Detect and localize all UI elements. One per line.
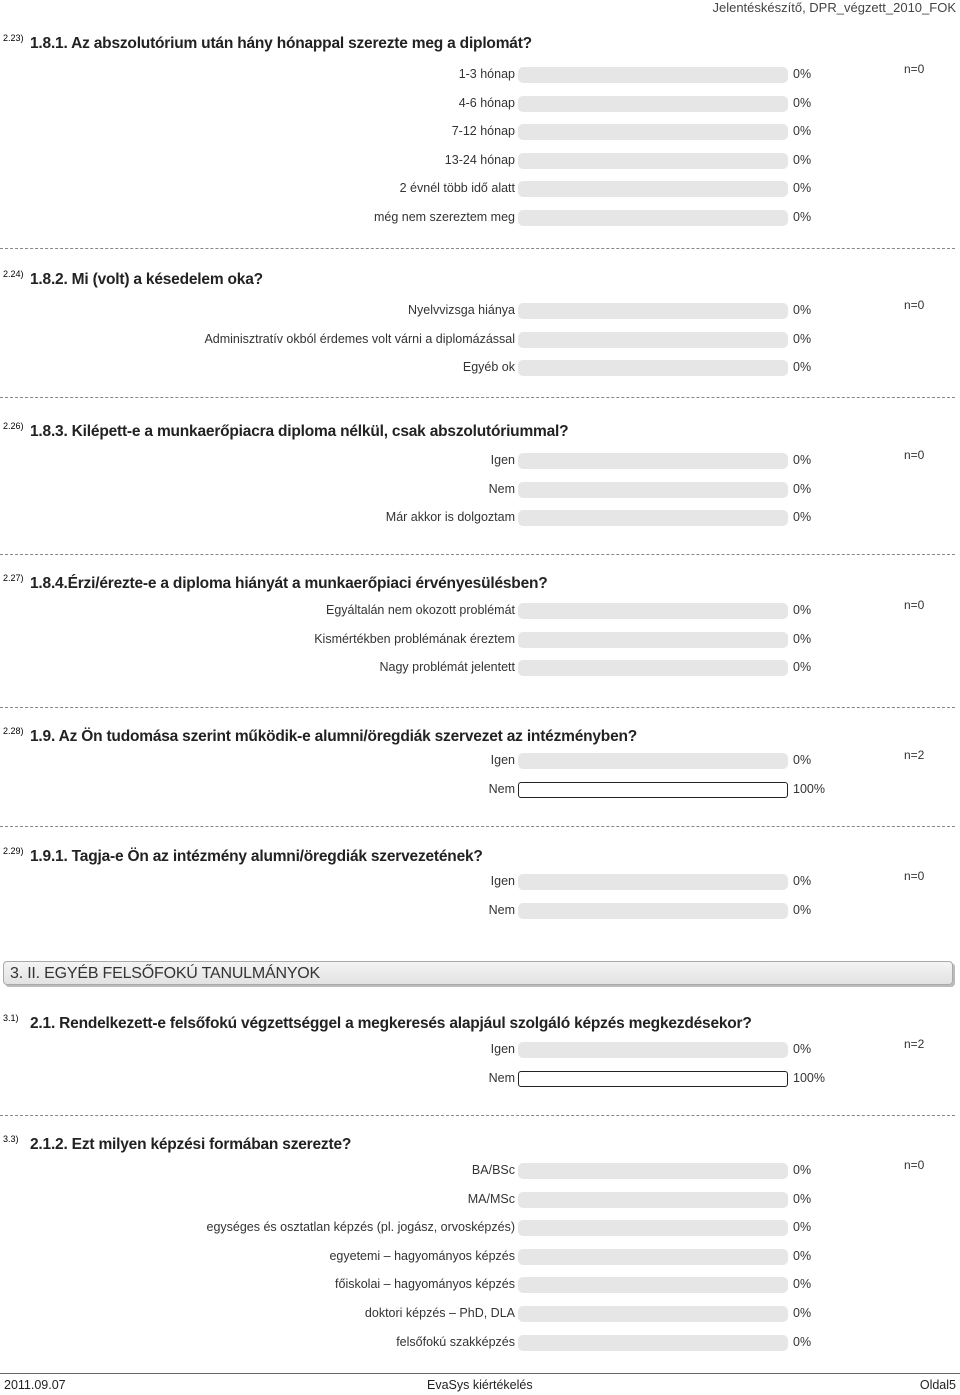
question-separator — [0, 826, 955, 827]
response-bar — [518, 1306, 788, 1322]
option-label: Igen — [490, 1042, 515, 1056]
response-bar — [518, 453, 788, 469]
response-bar — [518, 1220, 788, 1236]
option-label: Egyáltalán nem okozott problémát — [326, 603, 515, 617]
question-number: 3.3) — [3, 1134, 19, 1144]
option-percent: 0% — [793, 67, 812, 81]
response-bar — [518, 303, 788, 319]
option-label: Nagy problémát jelentett — [379, 660, 515, 674]
response-bar — [518, 782, 788, 798]
response-bar — [518, 96, 788, 112]
option-label: 13-24 hónap — [444, 153, 515, 167]
option-label: 4-6 hónap — [458, 96, 515, 110]
response-bar — [518, 153, 788, 169]
option-label: Nyelvvizsga hiánya — [408, 303, 515, 317]
response-bar — [518, 1071, 788, 1087]
option-label: Igen — [490, 753, 515, 767]
option-percent: 100% — [793, 1071, 825, 1085]
question-separator — [0, 397, 955, 398]
question-title: 1.9.1. Tagja-e Ön az intézmény alumni/öregdiák szervezetének? — [30, 848, 483, 865]
option-percent: 0% — [793, 1306, 812, 1320]
question-separator — [0, 1115, 955, 1116]
option-percent: 0% — [793, 1249, 812, 1263]
option-percent: 0% — [793, 181, 812, 195]
section-title: 3. II. EGYÉB FELSŐFOKÚ TANULMÁNYOK — [10, 965, 321, 982]
option-label: Nem — [488, 482, 515, 496]
question-title: 2.1. Rendelkezett-e felsőfokú végzettséggel a megkeresés alapjául szolgáló képzés megkezdésekor? — [30, 1015, 752, 1032]
response-bar — [518, 632, 788, 648]
question-number: 2.28) — [3, 726, 24, 736]
footer-page: Oldal5 — [919, 1378, 956, 1392]
option-label: Igen — [490, 453, 515, 467]
question-number: 2.26) — [3, 421, 24, 431]
option-percent: 0% — [793, 1163, 812, 1177]
response-count: n=0 — [904, 298, 925, 312]
response-bar — [518, 67, 788, 83]
option-label: Adminisztratív okból érdemes volt várni a diplomázással — [204, 332, 515, 346]
response-bar — [518, 660, 788, 676]
option-percent: 0% — [793, 903, 812, 917]
option-percent: 0% — [793, 360, 812, 374]
option-label: MA/MSc — [467, 1192, 515, 1206]
option-percent: 0% — [793, 660, 812, 674]
response-bar — [518, 210, 788, 226]
response-count: n=0 — [904, 62, 925, 76]
option-percent: 0% — [793, 210, 812, 224]
response-count: n=0 — [904, 869, 925, 883]
response-bar — [518, 124, 788, 140]
option-label: még nem szereztem meg — [373, 210, 515, 224]
option-percent: 0% — [793, 482, 812, 496]
option-percent: 0% — [793, 753, 812, 767]
question-separator — [0, 248, 955, 249]
option-percent: 0% — [793, 124, 812, 138]
response-bar — [518, 1163, 788, 1179]
question-separator — [0, 707, 955, 708]
response-bar — [518, 181, 788, 197]
option-percent: 0% — [793, 510, 812, 524]
footer-date: 2011.09.07 — [4, 1378, 66, 1392]
option-percent: 0% — [793, 632, 812, 646]
option-percent: 0% — [793, 1042, 812, 1056]
option-label: 7-12 hónap — [451, 124, 515, 138]
option-label: egységes és osztatlan képzés (pl. jogász, orvosképzés) — [206, 1220, 515, 1234]
option-percent: 0% — [793, 96, 812, 110]
option-percent: 0% — [793, 332, 812, 346]
response-count: n=0 — [904, 448, 925, 462]
option-label: felsőfokú szakképzés — [396, 1335, 515, 1349]
question-title: 2.1.2. Ezt milyen képzési formában szerezte? — [30, 1136, 352, 1153]
response-bar — [518, 510, 788, 526]
option-label: doktori képzés – PhD, DLA — [364, 1306, 515, 1320]
option-label: 2 évnél több idő alatt — [399, 181, 515, 195]
option-label: Egyéb ok — [462, 360, 515, 374]
option-label: Nem — [488, 1071, 515, 1085]
question-title: 1.8.4.Érzi/érezte-e a diploma hiányát a munkaerőpiaci érvényesülésben? — [30, 575, 548, 592]
question-title: 1.8.1. Az abszolutórium után hány hónappal szerezte meg a diplomát? — [30, 35, 532, 52]
option-label: 1-3 hónap — [458, 67, 515, 81]
header-title: Jelentéskészítő, DPR_végzett_2010_FOK — [712, 0, 956, 15]
question-separator — [0, 554, 955, 555]
response-count: n=0 — [904, 1158, 925, 1172]
option-percent: 0% — [793, 303, 812, 317]
footer-line — [0, 1373, 960, 1374]
option-percent: 0% — [793, 453, 812, 467]
option-percent: 0% — [793, 1192, 812, 1206]
response-count: n=2 — [904, 1037, 925, 1051]
response-bar — [518, 753, 788, 769]
question-title: 1.8.3. Kilépett-e a munkaerőpiacra diploma nélkül, csak abszolutóriummal? — [30, 423, 569, 440]
response-count: n=0 — [904, 598, 925, 612]
question-number: 3.1) — [3, 1013, 19, 1023]
response-bar — [518, 1277, 788, 1293]
option-label: Kismértékben problémának éreztem — [314, 632, 515, 646]
option-percent: 0% — [793, 874, 812, 888]
response-bar — [518, 1192, 788, 1208]
option-label: Nem — [488, 782, 515, 796]
response-bar — [518, 332, 788, 348]
option-percent: 0% — [793, 1277, 812, 1291]
option-percent: 0% — [793, 153, 812, 167]
option-percent: 0% — [793, 1220, 812, 1234]
option-percent: 100% — [793, 782, 825, 796]
response-count: n=2 — [904, 748, 925, 762]
response-bar — [518, 360, 788, 376]
response-bar — [518, 903, 788, 919]
option-label: főiskolai – hagyományos képzés — [335, 1277, 515, 1291]
option-label: Nem — [488, 903, 515, 917]
section-header — [3, 961, 953, 985]
question-title: 1.8.2. Mi (volt) a késedelem oka? — [30, 271, 263, 288]
question-number: 2.27) — [3, 573, 24, 583]
question-number: 2.23) — [3, 33, 24, 43]
option-label: BA/BSc — [471, 1163, 515, 1177]
response-bar — [518, 1249, 788, 1265]
response-bar — [518, 1042, 788, 1058]
option-label: egyetemi – hagyományos képzés — [329, 1249, 515, 1263]
response-bar — [518, 482, 788, 498]
response-bar — [518, 603, 788, 619]
option-percent: 0% — [793, 1335, 812, 1349]
response-bar — [518, 1335, 788, 1351]
option-label: Már akkor is dolgoztam — [385, 510, 515, 524]
question-number: 2.24) — [3, 269, 24, 279]
question-title: 1.9. Az Ön tudomása szerint működik-e alumni/öregdiák szervezet az intézményben? — [30, 728, 638, 745]
footer-center: EvaSys kiértékelés — [427, 1378, 533, 1392]
option-percent: 0% — [793, 603, 812, 617]
question-number: 2.29) — [3, 846, 24, 856]
response-bar — [518, 874, 788, 890]
option-label: Igen — [490, 874, 515, 888]
